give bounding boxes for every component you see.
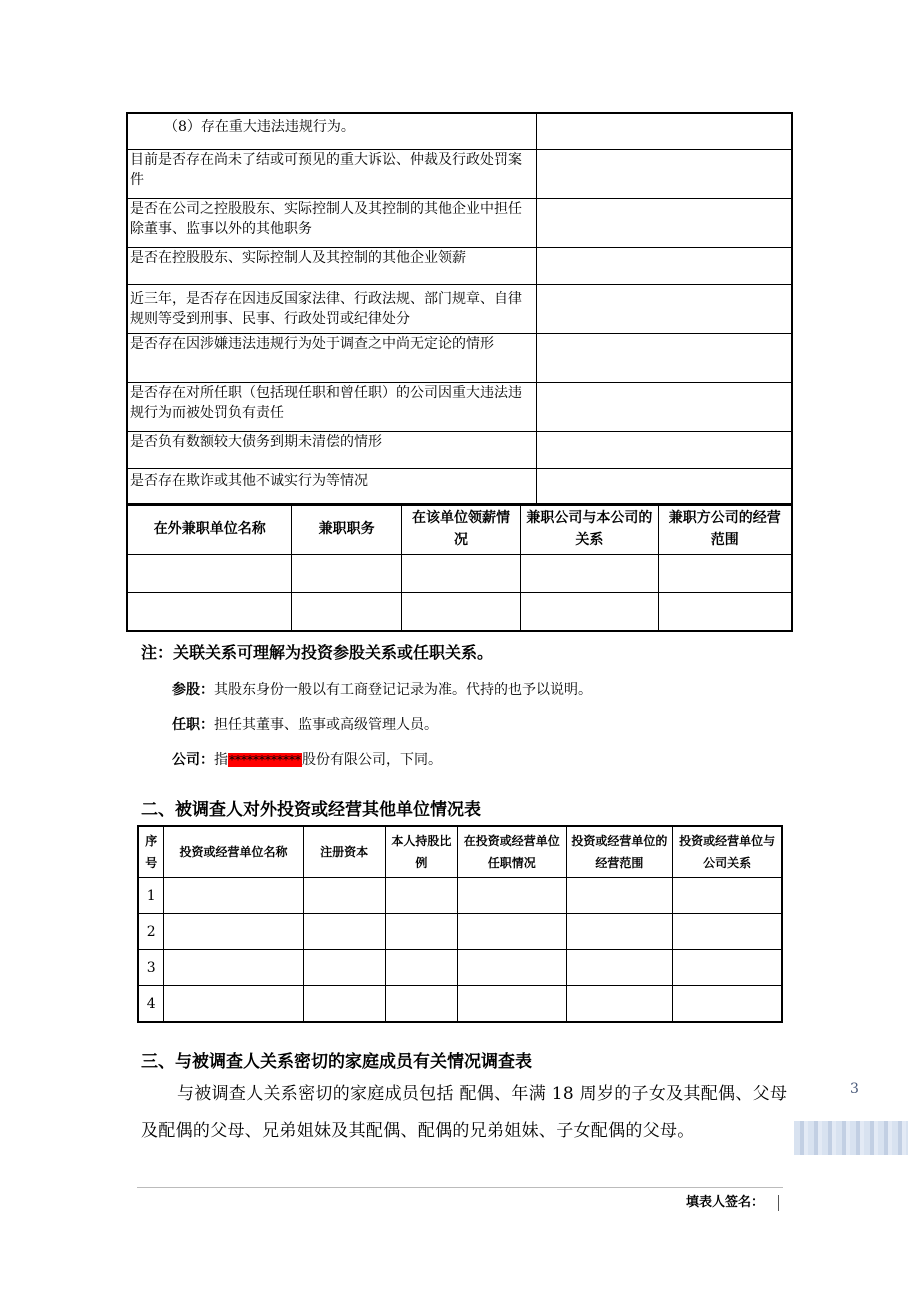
inv-cell[interactable]	[566, 986, 673, 1023]
inv-header-scope: 投资或经营单位的经营范围	[566, 826, 673, 878]
job-cell[interactable]	[401, 593, 520, 632]
job-cell[interactable]	[521, 555, 658, 593]
job-header-unit: 在外兼职单位名称	[127, 504, 292, 555]
question-text: 是否存在对所任职（包括现任职和曾任职）的公司因重大违法违规行为而被处罚负有责任	[130, 384, 522, 421]
inv-cell[interactable]	[164, 950, 303, 986]
inv-cell[interactable]	[385, 878, 457, 914]
row-number: 3	[138, 950, 164, 986]
table-row	[138, 878, 782, 914]
note-canggu-text: 其股东身份一般以有工商登记记录为准。代持的也予以说明。	[214, 682, 592, 698]
inv-cell[interactable]	[303, 878, 385, 914]
note-renzhi	[172, 714, 438, 734]
inv-cell[interactable]	[673, 878, 782, 914]
inv-cell[interactable]	[457, 986, 566, 1023]
note-title: 注：关联关系可理解为投资参股关系或任职关系。	[141, 643, 494, 662]
inv-header-no: 序号	[138, 826, 164, 878]
job-cell[interactable]	[521, 593, 658, 632]
row-number: 1	[138, 878, 164, 914]
table-row	[127, 555, 792, 593]
redacted-company-name: ************	[229, 753, 301, 767]
note-company-prefix: 指	[214, 752, 228, 768]
question-text: （8）存在重大违法违规行为。	[164, 119, 355, 135]
table-row	[138, 986, 782, 1023]
table-row	[127, 593, 792, 632]
section3-title: 三、与被调查人关系密切的家庭成员有关情况调查表	[141, 1052, 532, 1072]
inv-cell[interactable]	[303, 950, 385, 986]
question-cell	[127, 284, 536, 333]
inv-cell[interactable]	[457, 950, 566, 986]
question-text: 是否在公司之控股股东、实际控制人及其控制的其他企业中担任除董事、监事以外的其他职务	[130, 200, 522, 237]
inv-cell[interactable]	[385, 986, 457, 1023]
note-renzhi-text: 担任其董事、监事或高级管理人员。	[214, 717, 438, 733]
section2-title: 二、被调查人对外投资或经营其他单位情况表	[141, 800, 481, 820]
job-header-salary: 在该单位领薪情况	[401, 504, 520, 555]
note-company	[172, 749, 442, 769]
answer-cell[interactable]	[536, 247, 792, 284]
footer-divider	[137, 1187, 783, 1188]
question-text: 是否在控股股东、实际控制人及其控制的其他企业领薪	[130, 249, 466, 266]
question-cell	[127, 247, 536, 284]
table-row	[138, 914, 782, 950]
inv-header-position: 在投资或经营单位任职情况	[457, 826, 566, 878]
job-header-relation: 兼职公司与本公司的关系	[521, 504, 658, 555]
inv-cell[interactable]	[457, 878, 566, 914]
inv-header-capital: 注册资本	[303, 826, 385, 878]
signature-field[interactable]	[778, 1195, 779, 1211]
job-cell[interactable]	[127, 555, 292, 593]
investment-table	[137, 825, 783, 1023]
inv-cell[interactable]	[457, 914, 566, 950]
inv-cell[interactable]	[566, 878, 673, 914]
job-cell[interactable]	[292, 593, 401, 632]
question-cell	[127, 198, 536, 247]
page-decoration	[794, 1121, 908, 1155]
job-header-position: 兼职职务	[292, 504, 401, 555]
note-canggu	[172, 679, 592, 699]
inv-cell[interactable]	[673, 950, 782, 986]
job-cell[interactable]	[401, 555, 520, 593]
inv-cell[interactable]	[164, 986, 303, 1023]
question-text: 目前是否存在尚未了结或可预见的重大诉讼、仲裁及行政处罚案件	[130, 151, 522, 188]
answer-cell[interactable]	[536, 284, 792, 333]
row-number: 2	[138, 914, 164, 950]
inv-cell[interactable]	[566, 950, 673, 986]
inv-header-share: 本人持股比例	[385, 826, 457, 878]
answer-cell[interactable]	[536, 468, 792, 505]
answer-cell[interactable]	[536, 333, 792, 382]
inv-cell[interactable]	[303, 914, 385, 950]
note-renzhi-label: 任职：	[172, 717, 214, 733]
question-text: 是否存在因涉嫌违法违规行为处于调查之中尚无定论的情形	[130, 335, 494, 352]
question-cell	[127, 468, 536, 505]
job-header-scope: 兼职方公司的经营范围	[658, 504, 792, 555]
question-cell	[127, 333, 536, 382]
question-cell	[127, 149, 536, 198]
inv-cell[interactable]	[673, 914, 782, 950]
question-cell	[127, 431, 536, 468]
inv-header-name: 投资或经营单位名称	[164, 826, 303, 878]
part-time-job-table	[126, 503, 793, 632]
answer-cell[interactable]	[536, 149, 792, 198]
section3-paragraph: 与被调查人关系密切的家庭成员包括 配偶、年满 18 周岁的子女及其配偶、父母及配偶的父母、兄弟姐妹及其配偶、配偶的兄弟姐妹、子女配偶的父母。	[141, 1084, 788, 1141]
page-number: 3	[850, 1081, 859, 1097]
answer-cell[interactable]	[536, 382, 792, 431]
table-row	[138, 950, 782, 986]
question-text: 近三年，是否存在因违反国家法律、行政法规、部门规章、自律规则等受到刑事、民事、行政处罚或纪律处分	[130, 290, 522, 327]
question-text: 是否存在欺诈或其他不诚实行为等情况	[130, 472, 368, 489]
question-cell	[127, 113, 536, 149]
row-number: 4	[138, 986, 164, 1023]
inv-cell[interactable]	[164, 878, 303, 914]
answer-cell[interactable]	[536, 113, 792, 149]
inv-cell[interactable]	[303, 986, 385, 1023]
answer-cell[interactable]	[536, 198, 792, 247]
note-canggu-label: 参股：	[172, 682, 214, 698]
inv-cell[interactable]	[385, 950, 457, 986]
inv-cell[interactable]	[673, 986, 782, 1023]
job-cell[interactable]	[658, 593, 792, 632]
question-text: 是否负有数额较大债务到期未清偿的情形	[130, 433, 382, 450]
questionnaire-table	[126, 112, 793, 506]
question-cell	[127, 382, 536, 431]
inv-cell[interactable]	[385, 914, 457, 950]
answer-cell[interactable]	[536, 431, 792, 468]
note-company-suffix: 股份有限公司，下同。	[302, 752, 442, 768]
inv-cell[interactable]	[566, 914, 673, 950]
note-company-label: 公司：	[172, 752, 214, 768]
inv-header-relation: 投资或经营单位与公司关系	[673, 826, 782, 878]
job-cell[interactable]	[292, 555, 401, 593]
inv-cell[interactable]	[164, 914, 303, 950]
job-cell[interactable]	[127, 593, 292, 632]
job-cell[interactable]	[658, 555, 792, 593]
signature-label: 填表人签名：	[686, 1195, 765, 1210]
